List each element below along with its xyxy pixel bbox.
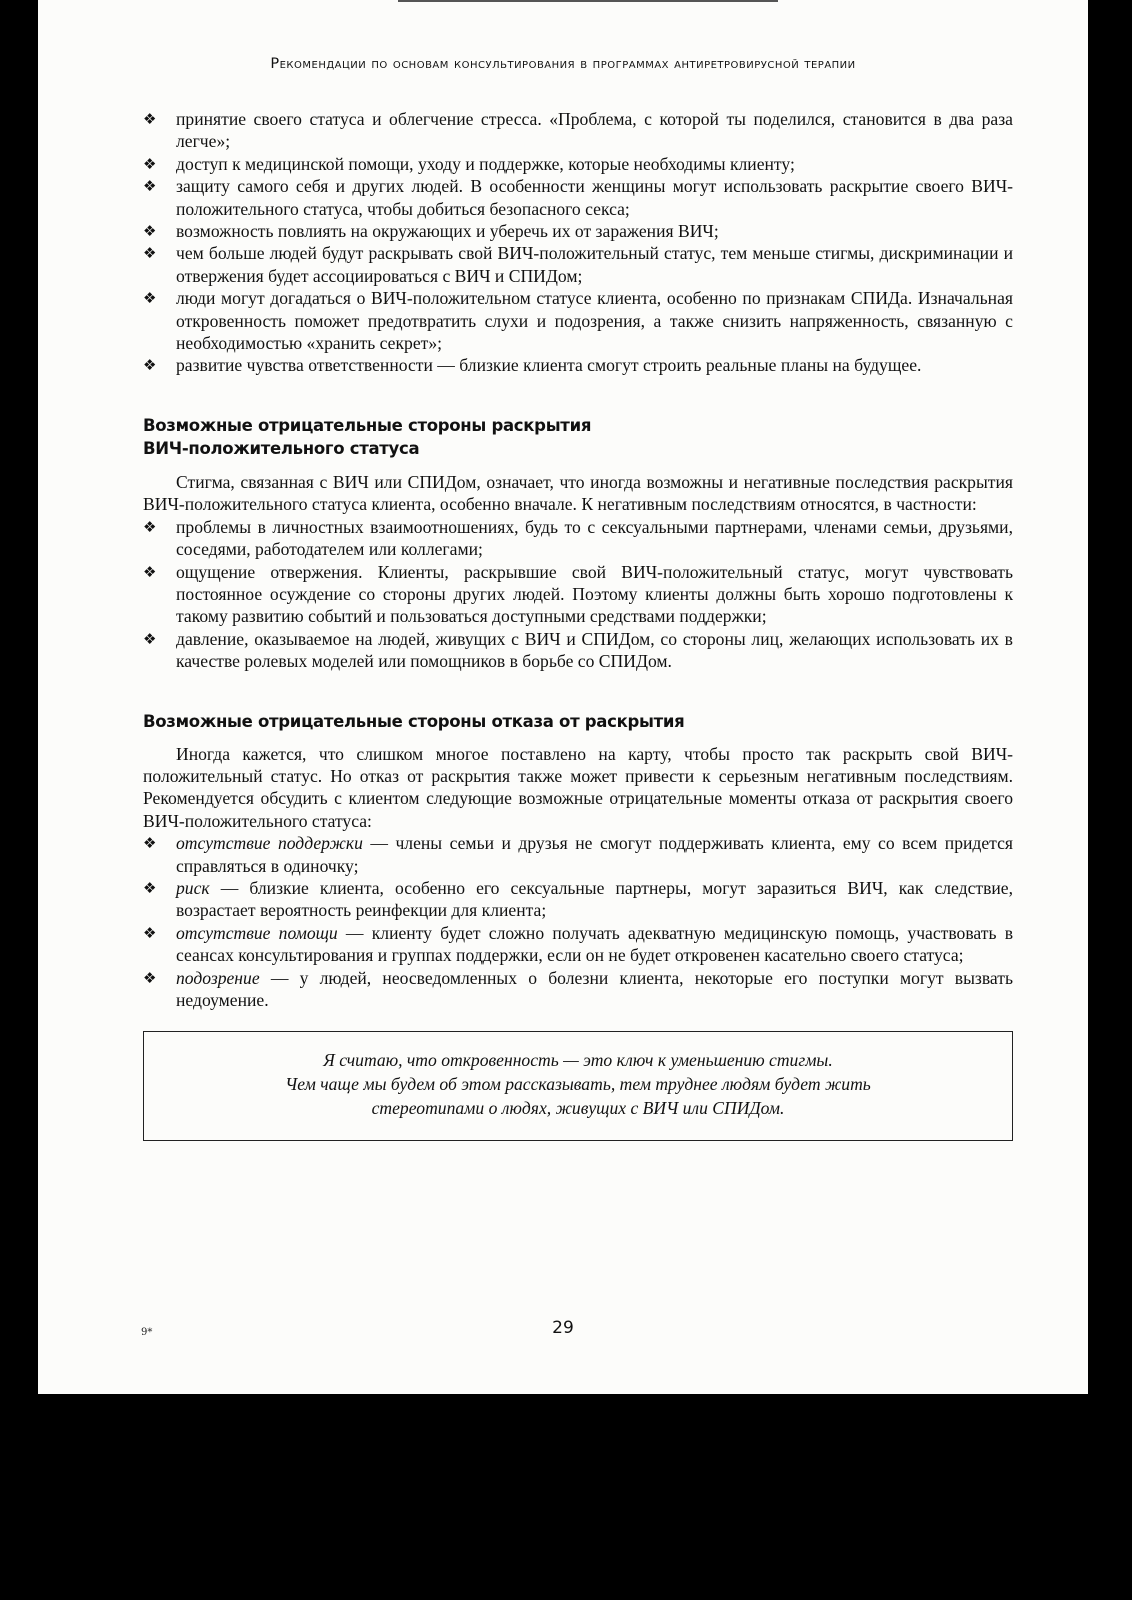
list-item: ❖ защиту самого себя и других людей. В особенности женщины могут использовать раскрытие своего ВИЧ-положительного статуса, чтобы добиться безопасного секса; <box>143 175 1013 220</box>
page-content <box>143 108 1013 1141</box>
top-rule <box>398 0 778 2</box>
page-number: 29 <box>552 1318 574 1338</box>
list-item-text: — у людей, неосведомленных о болезни клиента, некоторые его поступки могут вызвать недоумение. <box>176 967 1013 1010</box>
list-item-text: — близкие клиента, особенно его сексуальные партнеры, могут заразиться ВИЧ, как следствие, возрастает вероятность реинфекции для клиента; <box>176 877 1013 921</box>
list-item: ❖ возможность повлиять на окружающих и уберечь их от заражения ВИЧ; <box>143 220 1013 242</box>
section-heading-line: ВИЧ-положительного статуса <box>143 438 420 458</box>
signature-mark: 9* <box>141 1327 153 1338</box>
running-head: Рекомендации по основам консультирования в программах антиретровирусной терапии <box>270 56 856 72</box>
list-item: ❖ ощущение отвержения. Клиенты, раскрывшие свой ВИЧ-положительный статус, могут чувствовать постоянное осуждение со стороны других людей. Поэтому клиенты должны быть хорошо подготовлены к такому развитию событий и пользоваться доступными средствами поддержки; <box>143 561 1013 628</box>
list-item: ❖ развитие чувства ответственности — близкие клиента смогут строить реальные планы на будущее. <box>143 354 1013 376</box>
list-item-term: подозрение <box>176 967 260 988</box>
list-item <box>143 922 1013 967</box>
section-heading-refusal-negatives: Возможные отрицательные стороны отказа от раскрытия <box>143 711 685 731</box>
intro-bullet-list <box>143 108 1013 377</box>
list-item <box>143 877 1013 922</box>
list-item: ❖ давление, оказываемое на людей, живущих с ВИЧ и СПИДом, со стороны лиц, желающих использовать их в качестве ролевых моделей или помощников в борьбе со СПИДом. <box>143 628 1013 673</box>
list-item-term: отсутствие поддержки <box>176 833 363 854</box>
quote-line: Чем чаще мы будем об этом рассказывать, тем труднее людям будет жить <box>285 1074 871 1095</box>
list-item: ❖ чем больше людей будут раскрывать свой ВИЧ-положительный статус, тем меньше стигмы, дискриминации и отвержения будет ассоциироваться с ВИЧ и СПИДом; <box>143 242 1013 287</box>
section-paragraph: Иногда кажется, что слишком многое поставлено на карту, чтобы просто так раскрыть свой ВИЧ-положительный статус. Но отказ от раскрытия также может привести к серьезным негативным последствиям. Рекомендуется обсудить с клиентом следующие возможные отрицательные моменты отказа от раскрытия своего ВИЧ-положительного статуса: <box>143 743 1013 831</box>
disclosure-negatives-list <box>143 516 1013 673</box>
quote-line: Я считаю, что откровенность — это ключ к уменьшению стигмы. <box>323 1050 833 1071</box>
quote-box <box>143 1031 1013 1141</box>
list-item-term: отсутствие помощи <box>176 922 338 943</box>
list-item: ❖ доступ к медицинской помощи, уходу и поддержке, которые необходимы клиенту; <box>143 153 1013 175</box>
section-paragraph: Стигма, связанная с ВИЧ или СПИДом, означает, что иногда возможны и негативные последствия раскрытия ВИЧ-положительного статуса клиента, особенно вначале. К негативным последствиям относятся, в частности: <box>143 471 1013 515</box>
list-item <box>143 967 1013 1012</box>
section-heading-line: Возможные отрицательные стороны раскрытия <box>143 415 592 435</box>
list-item-term: риск <box>176 877 210 898</box>
list-item <box>143 832 1013 877</box>
document-page <box>38 0 1088 1394</box>
quote-line: стереотипами о людях, живущих с ВИЧ или СПИДом. <box>371 1098 785 1119</box>
list-item-text: — клиенту будет сложно получать адекватную медицинскую помощь, участвовать в сеансах консультирования и группах поддержки, если он не будет откровенен касательно своего статуса; <box>176 922 1013 966</box>
list-item: ❖ проблемы в личностных взаимоотношениях, будь то с сексуальными партнерами, членами семьи, друзьями, соседями, работодателем или коллегами; <box>143 516 1013 561</box>
list-item-text: — члены семьи и друзья не смогут поддерживать клиента, ему со всем придется справляться в одиночку; <box>176 833 1013 876</box>
refusal-negatives-list <box>143 832 1013 1011</box>
list-item: ❖ принятие своего статуса и облегчение стресса. «Проблема, с которой ты поделился, становится в два раза легче»; <box>143 108 1013 153</box>
list-item: ❖ люди могут догадаться о ВИЧ-положительном статусе клиента, особенно по признакам СПИДа. Изначальная откровенность поможет предотвратить слухи и подозрения, а также снизить напряженность, связанную с необходимостью «хранить секрет»; <box>143 287 1013 354</box>
section-heading-disclosure-negatives <box>143 414 1013 460</box>
